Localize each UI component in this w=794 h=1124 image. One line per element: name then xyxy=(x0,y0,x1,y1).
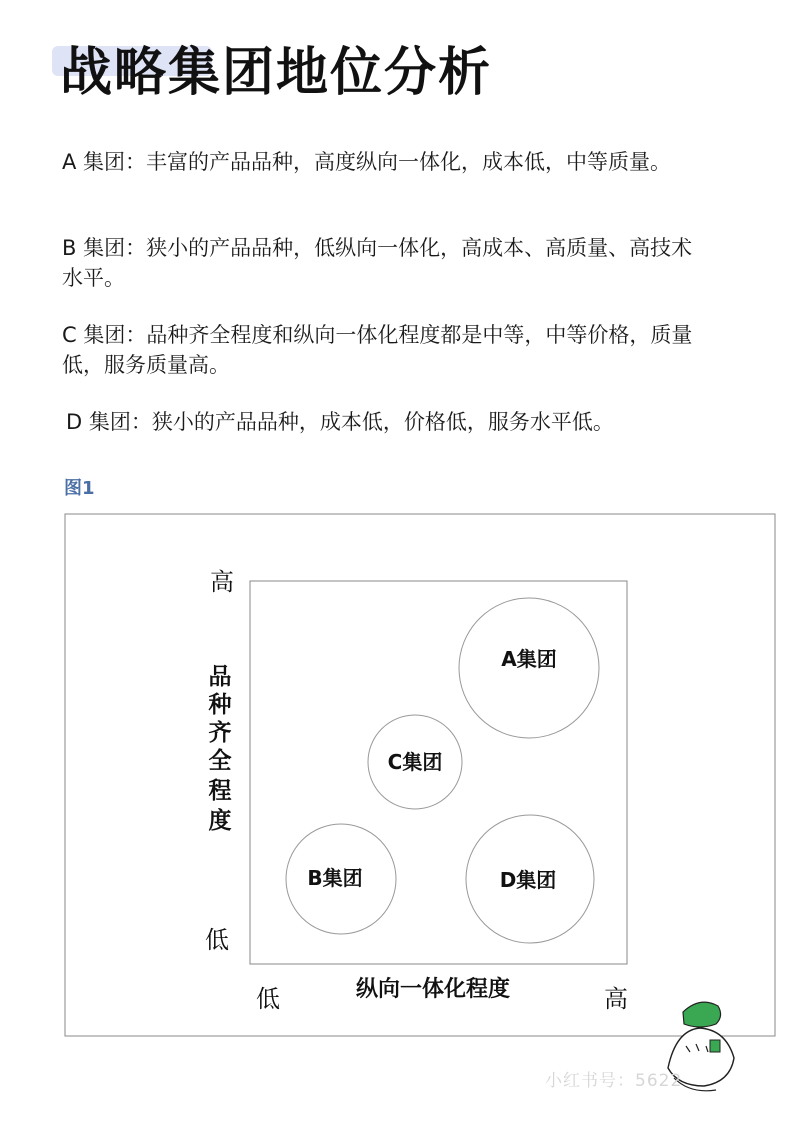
group-a-label: A集团 xyxy=(501,647,557,671)
y-axis-title-char: 全 xyxy=(208,748,232,774)
y-axis-low-label: 低 xyxy=(205,926,229,954)
paragraph-group-c: C 集团：品种齐全程度和纵向一体化程度都是中等，中等价格，质量低，服务质量高。 xyxy=(62,323,693,377)
x-axis-high-label: 高 xyxy=(604,985,628,1013)
page-title: 战略集团地位分析 xyxy=(60,43,493,103)
group-b-node xyxy=(286,824,396,934)
y-axis-high-label: 高 xyxy=(210,568,234,596)
group-b-label: B集团 xyxy=(307,866,363,890)
y-axis-title-char: 度 xyxy=(208,808,232,834)
y-axis-title-char: 品 xyxy=(208,664,232,690)
watermark: 小红书号：5622 xyxy=(545,1071,683,1091)
x-axis-low-label: 低 xyxy=(256,985,280,1013)
figure-label: 图1 xyxy=(64,478,95,499)
group-a-node xyxy=(459,598,599,738)
paragraph-group-a: A 集团：丰富的产品品种，高度纵向一体化，成本低，中等质量。 xyxy=(62,150,672,174)
group-d-label: D集团 xyxy=(499,868,557,892)
paragraph-group-d: D 集团：狭小的产品品种，成本低，价格低，服务水平低。 xyxy=(66,410,614,434)
y-axis-title-char: 种 xyxy=(208,692,232,718)
group-c-label: C集团 xyxy=(387,750,443,774)
y-axis-title-char: 齐 xyxy=(208,720,232,746)
x-axis-title: 纵向一体化程度 xyxy=(355,977,511,1002)
group-c-node xyxy=(368,715,462,809)
y-axis-title-char: 程 xyxy=(208,778,232,804)
group-d-node xyxy=(466,815,594,943)
paragraph-group-b: B 集团：狭小的产品品种，低纵向一体化，高成本、高质量、高技术水平。 xyxy=(62,236,693,290)
